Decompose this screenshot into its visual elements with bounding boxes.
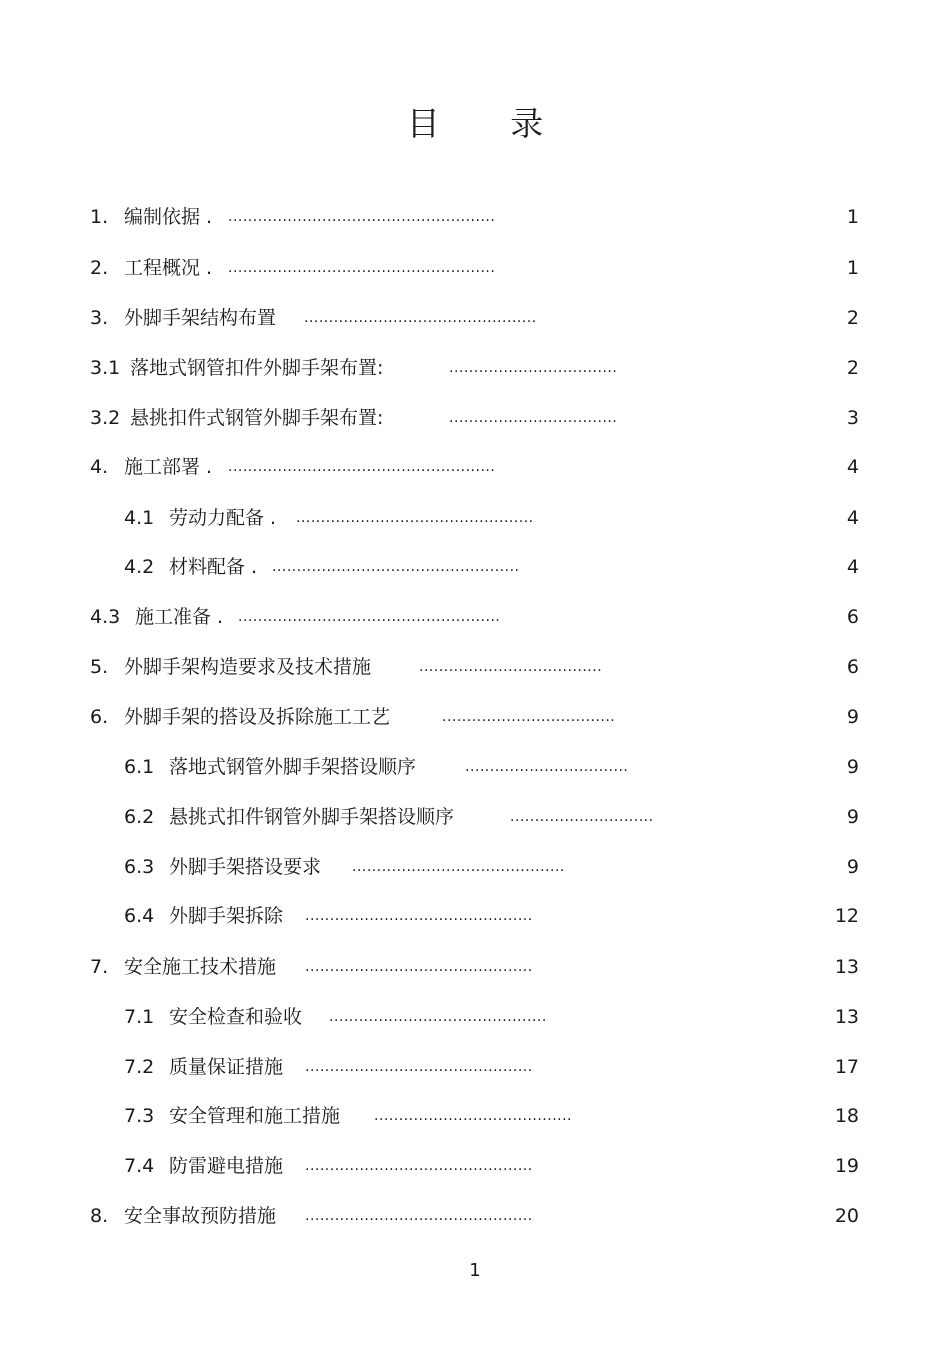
toc-entry-label: 外脚手架结构布置 [124, 307, 277, 329]
toc-entry-label: 材料配备 . [169, 556, 258, 578]
toc-entry-number: 4.2 [124, 556, 155, 578]
toc-entry-label: 悬挑扣件式钢管外脚手架布置: [130, 407, 384, 429]
toc-entry-number: 7.3 [124, 1105, 155, 1127]
toc-leader-dots: ........................................ [374, 1108, 573, 1124]
toc-leader-dots: ................................. [465, 759, 629, 775]
toc-leader-dots: ...................................................... [228, 459, 496, 475]
toc-entry-page: 9 [846, 856, 859, 878]
toc-entry-number: 2. [90, 257, 109, 279]
toc-entry-page: 17 [834, 1056, 859, 1078]
toc-entry-page: 6 [846, 606, 859, 628]
toc-entry-label: 落地式钢管外脚手架搭设顺序 [169, 756, 417, 778]
toc-entry[interactable] [0, 1002, 950, 1032]
toc-entry-page: 19 [834, 1155, 859, 1177]
toc-entry-number: 3.1 [90, 357, 121, 379]
toc-entry-number: 3. [90, 307, 109, 329]
toc-entry-label: 安全施工技术措施 [124, 956, 277, 978]
page-title: 目 录 [406, 104, 574, 143]
toc-entry[interactable] [0, 202, 950, 232]
toc-entry-number: 6.2 [124, 806, 155, 828]
toc-entry[interactable] [0, 901, 950, 931]
toc-leader-dots: .............................................. [305, 908, 533, 924]
toc-entry-label: 安全检查和验收 [169, 1006, 303, 1028]
toc-entry-number: 4. [90, 456, 109, 478]
toc-entry-number: 7.2 [124, 1056, 155, 1078]
toc-entry-label: 外脚手架构造要求及技术措施 [124, 656, 372, 678]
toc-entry[interactable] [0, 503, 950, 533]
toc-leader-dots: ..................................................... [238, 609, 501, 625]
toc-entry-page: 13 [834, 1006, 859, 1028]
toc-entry[interactable] [0, 1052, 950, 1082]
toc-entry[interactable] [0, 552, 950, 582]
toc-entry-number: 7.4 [124, 1155, 155, 1177]
toc-entry-number: 4.1 [124, 507, 155, 529]
toc-entry-label: 质量保证措施 [169, 1056, 284, 1078]
toc-entry[interactable] [0, 952, 950, 982]
toc-entry-page: 9 [846, 706, 859, 728]
toc-entry-label: 工程概况 . [124, 257, 213, 279]
toc-entry-label: 外脚手架搭设要求 [169, 856, 322, 878]
toc-entry-label: 编制依据 . [124, 206, 213, 228]
toc-leader-dots: .............................................. [305, 1059, 533, 1075]
toc-leader-dots: ............................. [510, 809, 654, 825]
toc-entry[interactable] [0, 253, 950, 283]
toc-entry-label: 落地式钢管扣件外脚手架布置: [130, 357, 384, 379]
toc-entry[interactable] [0, 452, 950, 482]
toc-leader-dots: ........................................... [352, 859, 565, 875]
toc-leader-dots: ...................................................... [228, 260, 496, 276]
toc-entry-page: 2 [846, 307, 859, 329]
toc-leader-dots: ............................................ [329, 1009, 547, 1025]
toc-entry-page: 20 [834, 1205, 859, 1227]
toc-entry-page: 4 [846, 507, 859, 529]
toc-entry-number: 8. [90, 1205, 109, 1227]
toc-entry[interactable] [0, 652, 950, 682]
toc-entry-page: 18 [834, 1105, 859, 1127]
toc-entry-number: 6. [90, 706, 109, 728]
toc-entry-number: 6.3 [124, 856, 155, 878]
toc-entry-label: 外脚手架拆除 [169, 905, 284, 927]
toc-leader-dots: ...................................................... [228, 209, 496, 225]
toc-entry-page: 12 [834, 905, 859, 927]
toc-entry[interactable] [0, 1101, 950, 1131]
toc-entry-number: 5. [90, 656, 109, 678]
toc-entry[interactable] [0, 1201, 950, 1231]
toc-entry[interactable] [0, 702, 950, 732]
toc-entry-page: 9 [846, 806, 859, 828]
toc-entry-page: 1 [846, 257, 859, 279]
toc-entry-page: 4 [846, 456, 859, 478]
toc-entry-page: 3 [846, 407, 859, 429]
toc-entry-page: 13 [834, 956, 859, 978]
toc-entry[interactable] [0, 802, 950, 832]
toc-leader-dots: .............................................. [305, 1208, 533, 1224]
page-number-footer: 1 [469, 1260, 481, 1281]
toc-leader-dots: .................................. [449, 360, 618, 376]
toc-entry-page: 9 [846, 756, 859, 778]
toc-leader-dots: .............................................. [305, 959, 533, 975]
toc-entry-label: 防雷避电措施 [169, 1155, 284, 1177]
toc-entry[interactable] [0, 752, 950, 782]
toc-entry[interactable] [0, 303, 950, 333]
toc-entry[interactable] [0, 403, 950, 433]
toc-entry[interactable] [0, 1151, 950, 1181]
toc-entry-number: 7. [90, 956, 109, 978]
toc-entry-label: 安全管理和施工措施 [169, 1105, 341, 1127]
toc-entry-number: 6.1 [124, 756, 155, 778]
toc-entry-number: 4.3 [90, 606, 121, 628]
toc-entry-number: 7.1 [124, 1006, 155, 1028]
toc-entry-label: 施工部署 . [124, 456, 213, 478]
toc-leader-dots: ..................................... [419, 659, 603, 675]
toc-leader-dots: .................................................. [272, 559, 520, 575]
toc-entry[interactable] [0, 852, 950, 882]
toc-entry-label: 劳动力配备 . [169, 507, 277, 529]
toc-entry-page: 4 [846, 556, 859, 578]
toc-entry[interactable] [0, 353, 950, 383]
toc-entry-label: 悬挑式扣件钢管外脚手架搭设顺序 [169, 806, 455, 828]
toc-leader-dots: ................................... [442, 709, 616, 725]
toc-leader-dots: ................................................ [296, 510, 534, 526]
toc-entry[interactable] [0, 602, 950, 632]
toc-entry-page: 6 [846, 656, 859, 678]
toc-entry-label: 外脚手架的搭设及拆除施工工艺 [124, 706, 391, 728]
toc-leader-dots: .................................. [449, 410, 618, 426]
toc-entry-page: 2 [846, 357, 859, 379]
toc-entry-number: 6.4 [124, 905, 155, 927]
toc-leader-dots: ............................................... [304, 310, 537, 326]
toc-leader-dots: .............................................. [305, 1158, 533, 1174]
toc-entry-label: 安全事故预防措施 [124, 1205, 277, 1227]
toc-entry-number: 1. [90, 206, 109, 228]
toc-entry-number: 3.2 [90, 407, 121, 429]
toc-entry-page: 1 [846, 206, 859, 228]
toc-entry-label: 施工准备 . [135, 606, 224, 628]
